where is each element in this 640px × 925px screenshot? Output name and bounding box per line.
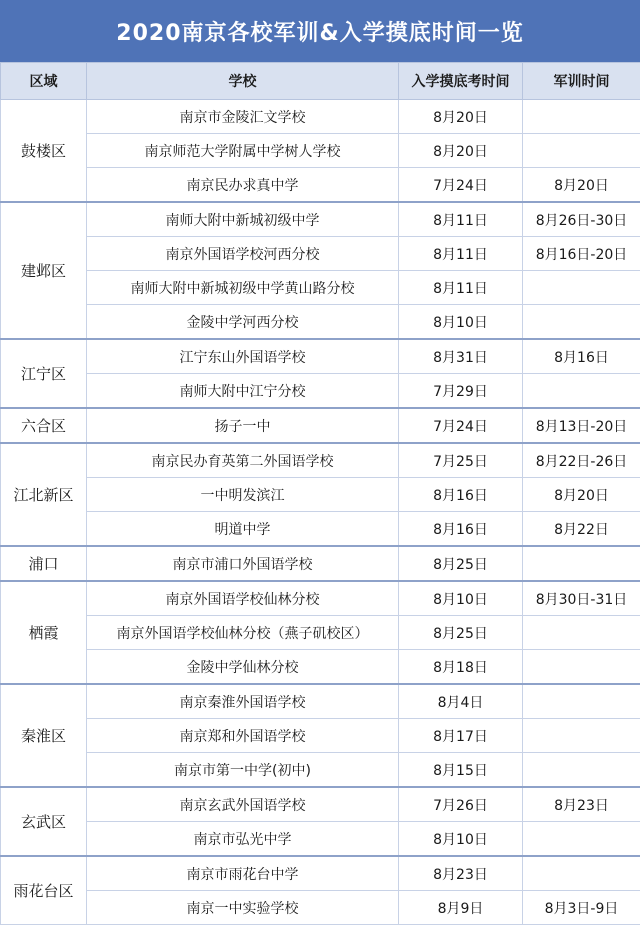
exam-date-cell: 8月20日: [399, 100, 523, 134]
region-cell: 秦淮区: [1, 684, 87, 787]
header-training: 军训时间: [523, 63, 640, 100]
training-date-cell: 8月16日-20日: [523, 237, 640, 271]
exam-date-cell: 8月11日: [399, 202, 523, 237]
schedule-table: [0, 62, 640, 925]
table-row: [1, 168, 640, 203]
exam-date-cell: 8月25日: [399, 616, 523, 650]
region-cell: 雨花台区: [1, 856, 87, 925]
region-cell: 江宁区: [1, 339, 87, 408]
training-date-cell: 8月26日-30日: [523, 202, 640, 237]
training-date-cell: [523, 684, 640, 719]
exam-date-cell: 8月16日: [399, 512, 523, 547]
training-date-cell: 8月20日: [523, 478, 640, 512]
training-date-cell: 8月13日-20日: [523, 408, 640, 443]
exam-date-cell: 7月24日: [399, 408, 523, 443]
region-cell: 鼓楼区: [1, 100, 87, 203]
region-cell: 建邺区: [1, 202, 87, 339]
training-date-cell: [523, 856, 640, 891]
training-date-cell: 8月3日-9日: [523, 891, 640, 925]
school-cell: 南京市弘光中学: [87, 822, 399, 857]
table-row: [1, 408, 640, 443]
region-cell: 江北新区: [1, 443, 87, 546]
exam-date-cell: 8月16日: [399, 478, 523, 512]
school-cell: 南京外国语学校河西分校: [87, 237, 399, 271]
training-date-cell: [523, 719, 640, 753]
region-cell: 浦口: [1, 546, 87, 581]
training-date-cell: [523, 305, 640, 340]
header-region: 区域: [1, 63, 87, 100]
school-cell: 南京郑和外国语学校: [87, 719, 399, 753]
table-row: [1, 202, 640, 237]
exam-date-cell: 7月24日: [399, 168, 523, 203]
table-body: [1, 100, 640, 925]
region-cell: 玄武区: [1, 787, 87, 856]
table-row: [1, 134, 640, 168]
training-date-cell: [523, 822, 640, 857]
exam-date-cell: 8月17日: [399, 719, 523, 753]
school-cell: 南京市雨花台中学: [87, 856, 399, 891]
table-row: [1, 753, 640, 788]
exam-date-cell: 8月11日: [399, 271, 523, 305]
table-row: [1, 478, 640, 512]
training-date-cell: 8月23日: [523, 787, 640, 822]
header-exam: 入学摸底考时间: [399, 63, 523, 100]
table-row: [1, 546, 640, 581]
training-date-cell: [523, 650, 640, 685]
region-cell: 六合区: [1, 408, 87, 443]
school-cell: 南京玄武外国语学校: [87, 787, 399, 822]
training-date-cell: 8月30日-31日: [523, 581, 640, 616]
exam-date-cell: 7月25日: [399, 443, 523, 478]
school-cell: 江宁东山外国语学校: [87, 339, 399, 374]
training-date-cell: 8月16日: [523, 339, 640, 374]
exam-date-cell: 8月25日: [399, 546, 523, 581]
school-cell: 南京市第一中学(初中): [87, 753, 399, 788]
training-date-cell: 8月22日: [523, 512, 640, 547]
school-cell: 扬子一中: [87, 408, 399, 443]
table-row: [1, 581, 640, 616]
training-date-cell: [523, 753, 640, 788]
training-date-cell: [523, 616, 640, 650]
region-cell: 栖霞: [1, 581, 87, 684]
header-school: 学校: [87, 63, 399, 100]
training-date-cell: [523, 134, 640, 168]
exam-date-cell: 8月18日: [399, 650, 523, 685]
table-row: [1, 374, 640, 409]
school-cell: 南京市浦口外国语学校: [87, 546, 399, 581]
table-row: [1, 271, 640, 305]
exam-date-cell: 7月29日: [399, 374, 523, 409]
school-cell: 南师大附中江宁分校: [87, 374, 399, 409]
school-cell: 南京民办育英第二外国语学校: [87, 443, 399, 478]
table-row: [1, 616, 640, 650]
school-cell: 南京师范大学附属中学树人学校: [87, 134, 399, 168]
school-cell: 南京外国语学校仙林分校（燕子矶校区）: [87, 616, 399, 650]
exam-date-cell: 8月10日: [399, 305, 523, 340]
table-row: [1, 856, 640, 891]
training-date-cell: [523, 271, 640, 305]
school-cell: 明道中学: [87, 512, 399, 547]
school-cell: 金陵中学河西分校: [87, 305, 399, 340]
table-row: [1, 891, 640, 925]
table-row: [1, 443, 640, 478]
exam-date-cell: 8月10日: [399, 581, 523, 616]
table-row: [1, 822, 640, 857]
table-row: [1, 787, 640, 822]
table-row: [1, 237, 640, 271]
school-cell: 南师大附中新城初级中学: [87, 202, 399, 237]
exam-date-cell: 7月26日: [399, 787, 523, 822]
table-row: [1, 339, 640, 374]
exam-date-cell: 8月11日: [399, 237, 523, 271]
exam-date-cell: 8月9日: [399, 891, 523, 925]
table-row: [1, 100, 640, 134]
school-cell: 南京市金陵汇文学校: [87, 100, 399, 134]
exam-date-cell: 8月15日: [399, 753, 523, 788]
school-cell: 南京民办求真中学: [87, 168, 399, 203]
exam-date-cell: 8月31日: [399, 339, 523, 374]
table-row: [1, 684, 640, 719]
training-date-cell: [523, 374, 640, 409]
school-cell: 南京外国语学校仙林分校: [87, 581, 399, 616]
school-cell: 南京一中实验学校: [87, 891, 399, 925]
training-date-cell: [523, 546, 640, 581]
school-cell: 一中明发滨江: [87, 478, 399, 512]
exam-date-cell: 8月10日: [399, 822, 523, 857]
header-row: [1, 63, 640, 100]
school-cell: 南师大附中新城初级中学黄山路分校: [87, 271, 399, 305]
exam-date-cell: 8月23日: [399, 856, 523, 891]
training-date-cell: 8月22日-26日: [523, 443, 640, 478]
table-row: [1, 305, 640, 340]
table-row: [1, 512, 640, 547]
school-cell: 南京秦淮外国语学校: [87, 684, 399, 719]
training-date-cell: [523, 100, 640, 134]
training-date-cell: 8月20日: [523, 168, 640, 203]
exam-date-cell: 8月4日: [399, 684, 523, 719]
document-title: 2020南京各校军训&入学摸底时间一览: [0, 0, 640, 62]
table-row: [1, 650, 640, 685]
exam-date-cell: 8月20日: [399, 134, 523, 168]
school-cell: 金陵中学仙林分校: [87, 650, 399, 685]
table-row: [1, 719, 640, 753]
